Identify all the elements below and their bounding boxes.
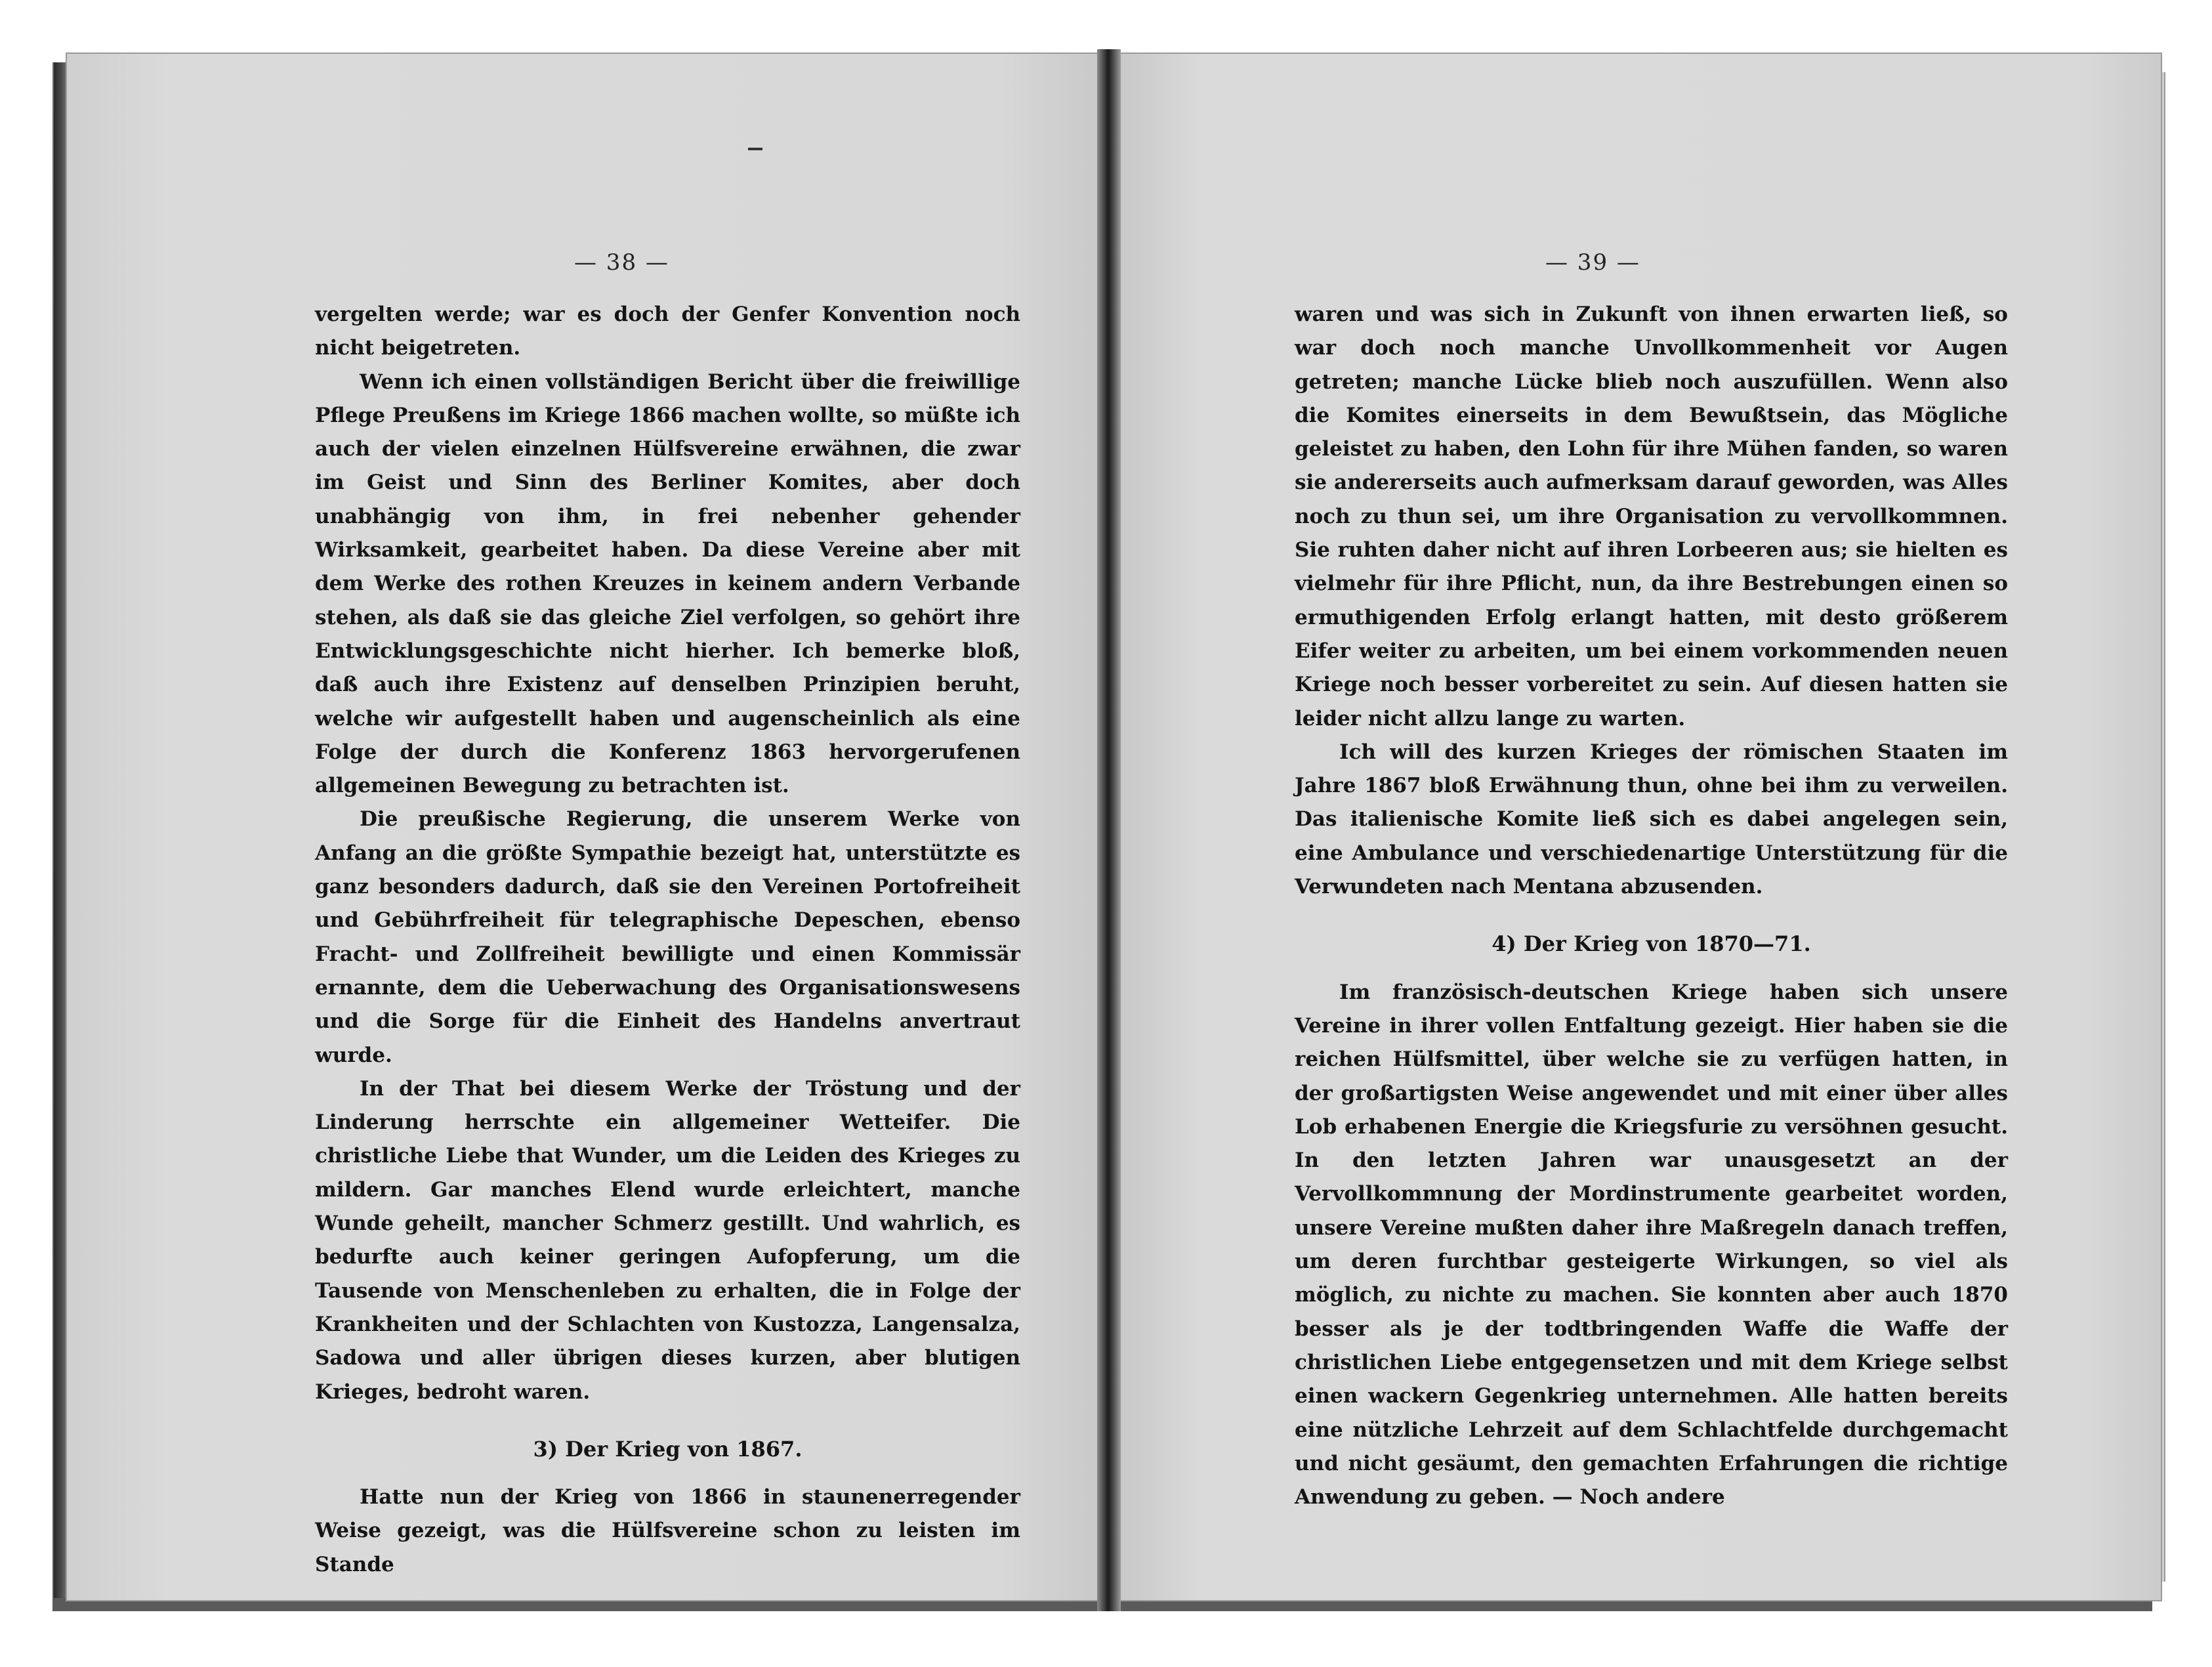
right-page-text <box>1295 298 2008 1514</box>
paragraph: Wenn ich einen vollständigen Bericht über die freiwillige Pflege Preußens im Kriege 1866 machen wollte, so müßte ich auch der vielen einzelnen Hülfsvereine erwähnen, die zwar im Geist und Sinn des Berliner Komites, aber doch unabhängig von ihm, in frei nebenher gehender Wirksamkeit, gearbeitet haben. Da diese Vereine aber mit dem Werke des rothen Kreuzes in keinem andern Verbande stehen, als daß sie das gleiche Ziel verfolgen, so gehört ihre Entwicklungsgeschichte nicht hierher. Ich bemerke bloß, daß auch ihre Existenz auf denselben Prinzipien beruht, welche wir aufgestellt haben und augenscheinlich als eine Folge der durch die Konferenz 1863 hervorgerufenen allgemeinen Bewegung zu betrachten ist. <box>315 369 1020 798</box>
left-page <box>66 53 1099 1601</box>
paragraph: Die preußische Regierung, die unserem Werke von Anfang an die größte Sympathie bezeigt hat, unterstützte es ganz besonders dadurch, daß sie den Vereinen Portofreiheit und Gebührfreiheit für telegraphische Depeschen, ebenso Fracht- und Zollfreiheit bewilligte und einen Kommissär ernannte, dem die Ueberwachung des Organisationswesens und die Sorge für die Einheit des Handelns anvertraut wurde. <box>315 807 1020 1067</box>
paragraph: Hatte nun der Krieg von 1866 in staunenerregender Weise gezeigt, was die Hülfsvereine schon zu leisten im Stande <box>315 1485 1020 1576</box>
right-page <box>1119 53 2162 1601</box>
section-heading: 4) Der Krieg von 1870—71. <box>1492 931 1811 957</box>
page-number-left: — 38 — <box>574 249 669 276</box>
book-gutter <box>1097 49 1121 1611</box>
paragraph: Ich will des kurzen Krieges der römischen Staaten im Jahre 1867 bloß Erwähnung thun, ohne bei ihm zu verweilen. Das italienische Komite ließ sich es dabei angelegen sein, eine Ambulance und verschiedenartige Unterstützung für die Verwundeten nach Mentana abzusenden. <box>1295 740 2008 899</box>
ink-speck <box>748 148 762 150</box>
paragraph: In der That bei diesem Werke der Tröstung und der Linderung herrschte ein allgemeiner Wetteifer. Die christliche Liebe that Wunder, um die Leiden des Krieges zu mildern. Gar manches Elend wurde erleichtert, manche Wunde geheilt, mancher Schmerz gestillt. Und wahrlich, es bedurfte auch keiner geringen Aufopferung, um die Tausende von Menschenleben zu erhalten, die in Folge der Krankheiten und der Schlachten von Kustozza, Langensalza, Sadowa und aller übrigen dieses kurzen, aber blutigen Krieges, bedroht waren. <box>315 1076 1020 1404</box>
paragraph: waren und was sich in Zukunft von ihnen erwarten ließ, so war doch noch manche Unvollkommenheit vor Augen getreten; manche Lücke blieb noch auszufüllen. Wenn also die Komites einerseits in dem Bewußtsein, das Mögliche geleistet zu haben, den Lohn für ihre Mühen fanden, so waren sie andererseits auch aufmerksam darauf geworden, was Alles noch zu thun sei, um ihre Organisation zu vervollkommnen. Sie ruhten daher nicht auf ihren Lorbeeren aus; sie hielten es vielmehr für ihre Pflicht, nun, da ihre Bestrebungen einen so ermuthigenden Erfolg erlangt hatten, mit desto größerem Eifer weiter zu arbeiten, um bei einem vorkommenden neuen Kriege noch besser vorbereitet zu sein. Auf diesen hatten sie leider nicht allzu lange zu warten. <box>1295 303 2008 730</box>
paragraph: vergelten werde; war es doch der Genfer Konvention noch nicht beigetreten. <box>315 303 1020 360</box>
paragraph: Im französisch-deutschen Kriege haben sich unsere Vereine in ihrer vollen Entfaltung gezeigt. Hier haben sie die reichen Hülfsmittel, über welche sie zu verfügen hatten, in der großartigsten Weise angewendet und mit einer über alles Lob erhabenen Energie die Kriegsfurie zu versöhnen gesucht. In den letzten Jahren war unausgesetzt an der Vervollkommnung der Mordinstrumente gearbeitet worden, unsere Vereine mußten daher ihre Maßregeln danach treffen, um deren furchtbar gesteigerte Wirkungen, so viel als möglich, zu nichte zu machen. Sie konnten aber auch 1870 besser als je der todtbringenden Waffe die Waffe der christlichen Liebe entgegensetzen und mit dem Kriege selbst einen wackern Gegenkrieg unternehmen. Alle hatten bereits eine nützliche Lehrzeit auf dem Schlachtfelde durchgemacht und nicht gesäumt, den gemachten Erfahrungen die richtige Anwendung zu geben. — Noch andere <box>1295 980 2008 1509</box>
section-heading: 3) Der Krieg von 1867. <box>533 1436 803 1462</box>
page-number-right: — 39 — <box>1545 249 1640 276</box>
left-page-text <box>315 298 1020 1582</box>
